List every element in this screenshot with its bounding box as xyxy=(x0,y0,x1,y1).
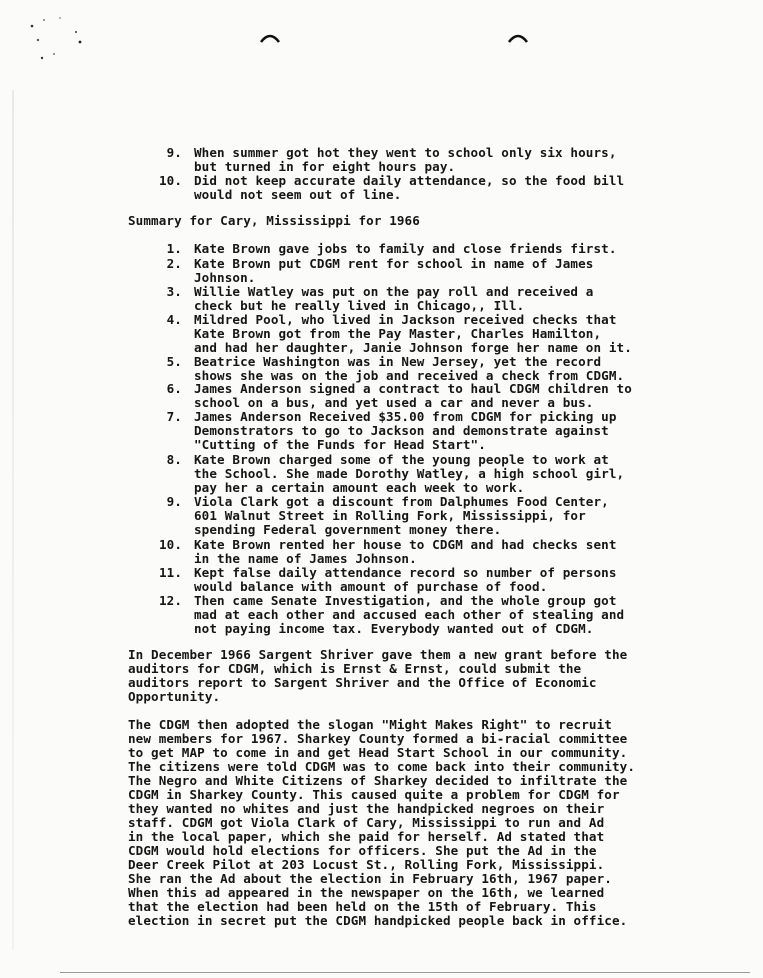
list-text: Kate Brown gave jobs to family and close friends first. xyxy=(194,241,617,256)
list-number: 2. xyxy=(166,256,182,271)
list-text: When summer got hot they went to school only six hours, but turned in for eight hours pay. xyxy=(194,145,617,174)
list-text: Kate Brown charged some of the young people to work at the School. She made Dorothy Watley, a high school girl, pay her a certain amount each week to work. xyxy=(194,452,625,495)
body-paragraph: The CDGM then adopted the slogan "Might Makes Right" to recruit new members for 1967. Sharkey County formed a bi-racial committee to get MAP to come in and get Head Start School in our community. The citizens were told CDGM was to come back into their community. The Negro and White Citizens of Sharkey decided to infiltrate the CDGM in Sharkey County. This caused quite a problem for CDGM for they wanted no whites and just the handpicked negroes on their staff. CDGM got Viola Clark of Cary, Mississippi to run and Ad in the local paper, which she paid for herself. Ad stated that CDGM would hold elections for officers. She put the Ad in the Deer Creek Pilot at 203 Locust St., Rolling Fork, Mississippi. She ran the Ad about the election in February 16th, 1967 paper. When this ad appeared in the newspaper on the 16th, we learned that the election had been held on the 15th of February. This election in secret put the CDGM handpicked people back in office. xyxy=(128,717,636,928)
binder-punch-left-icon xyxy=(259,30,281,44)
list-number: 1. xyxy=(166,241,182,256)
list-number: 3. xyxy=(166,284,182,299)
list-text: James Anderson Received $35.00 from CDGM for picking up Demonstrators to go to Jackson and demonstrate against "Cutting of the Funds for Head Start". xyxy=(194,409,617,452)
list-text: Kate Brown rented her house to CDGM and had checks sent in the name of James Johnson. xyxy=(194,537,617,566)
list-text: Then came Senate Investigation, and the whole group got mad at each other and accused each other of stealing and not paying income tax. Everybody wanted out of CDGM. xyxy=(194,593,625,636)
list-number: 4. xyxy=(166,312,182,327)
list-item xyxy=(146,594,684,636)
list-item xyxy=(146,453,684,495)
section-heading: Summary for Cary, Mississippi for 1966 xyxy=(128,213,420,228)
list-item xyxy=(146,313,684,355)
list-item xyxy=(146,285,684,313)
list-text: Willie Watley was put on the pay roll and received a check but he really lived in Chicago,, Ill. xyxy=(194,284,594,313)
list-item xyxy=(146,566,684,594)
list-number: 6. xyxy=(166,381,182,396)
list-item xyxy=(146,146,684,174)
body-paragraph: In December 1966 Sargent Shriver gave them a new grant before the auditors for CDGM, which is Ernst & Ernst, could submit the auditors report to Sargent Shriver and the Office of Economic Opportunity. xyxy=(128,647,628,704)
list-item xyxy=(146,382,684,410)
list-text: Kate Brown put CDGM rent for school in name of James Johnson. xyxy=(194,256,594,285)
list-text: Beatrice Washington was in New Jersey, yet the record shows she was on the job and received a check from CDGM. xyxy=(194,354,625,383)
scan-specks xyxy=(24,14,94,70)
list-number: 9. xyxy=(166,145,182,160)
list-number: 12. xyxy=(158,593,182,608)
list-item xyxy=(146,242,684,256)
list-number: 5. xyxy=(166,354,182,369)
list-number: 10. xyxy=(158,173,182,188)
page-bottom-edge xyxy=(60,972,750,973)
list-number: 8. xyxy=(166,452,182,467)
page-edge-shadow xyxy=(12,90,14,950)
list-number: 10. xyxy=(158,537,182,552)
list-text: Kept false daily attendance record so number of persons would balance with amount of purchase of food. xyxy=(194,565,617,594)
list-text: Mildred Pool, who lived in Jackson received checks that Kate Brown got from the Pay Master, Charles Hamilton, and had her daughter, Janie Johnson forge her name on it. xyxy=(194,312,632,355)
list-number: 7. xyxy=(166,409,182,424)
list-text: James Anderson signed a contract to haul CDGM children to school on a bus, and yet used a car and never a bus. xyxy=(194,381,632,410)
list-number: 11. xyxy=(158,565,182,580)
list-item xyxy=(146,410,684,452)
list-item xyxy=(146,355,684,383)
list-text: Did not keep accurate daily attendance, so the food bill would not seem out of line. xyxy=(194,173,625,202)
binder-punch-right-icon xyxy=(507,30,529,44)
list-item xyxy=(146,174,684,202)
list-text: Viola Clark got a discount from Dalphumes Food Center, 601 Walnut Street in Rolling Fork, Mississippi, for spending Federal government money there. xyxy=(194,494,609,537)
list-number: 9. xyxy=(166,494,182,509)
list-item xyxy=(146,538,684,566)
list-item xyxy=(146,257,684,285)
list-item xyxy=(146,495,684,537)
